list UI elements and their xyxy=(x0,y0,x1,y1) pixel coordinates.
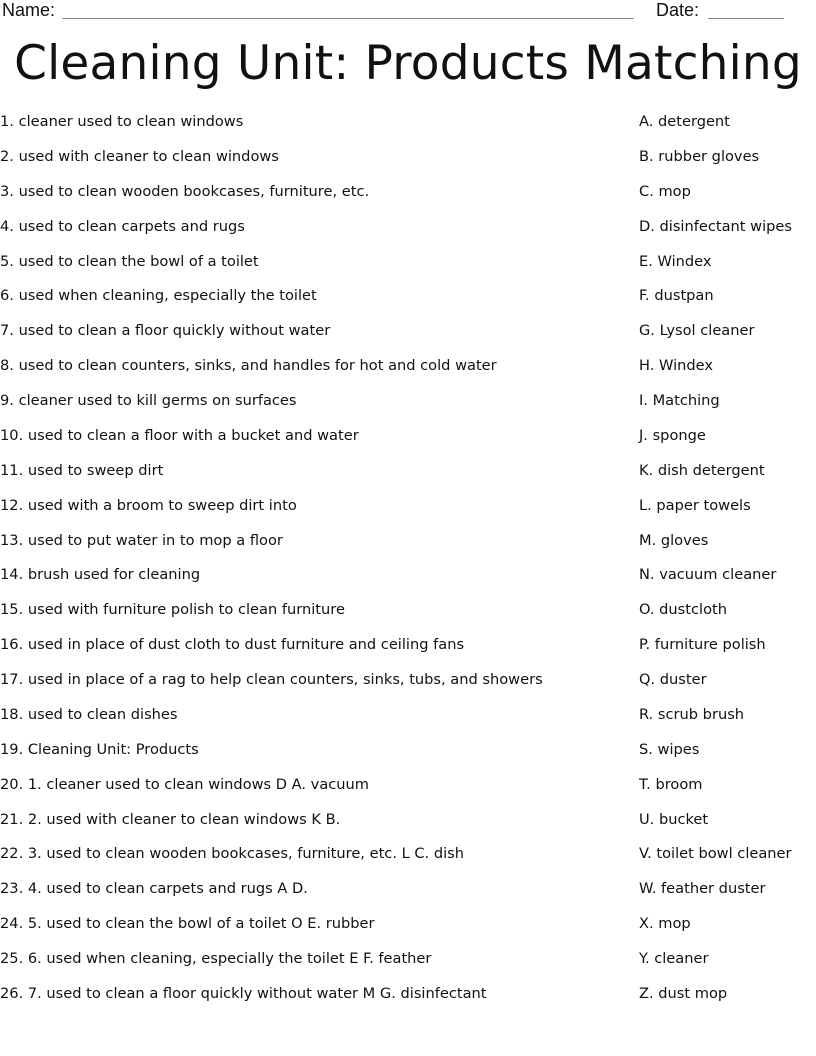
clue-item: 11. used to sweep dirt xyxy=(0,461,164,479)
answer-item: B. rubber gloves xyxy=(639,147,760,165)
answer-item: U. bucket xyxy=(639,810,709,828)
clue-item: 10. used to clean a floor with a bucket and water xyxy=(0,426,359,444)
clue-item: 8. used to clean counters, sinks, and handles for hot and cold water xyxy=(0,357,497,375)
clue-item: 25. 6. used when cleaning, especially the toilet E F. feather xyxy=(0,950,432,967)
clue-item: 13. used to put water in to mop a floor xyxy=(0,531,283,549)
answer-item: N. vacuum cleaner xyxy=(639,566,777,584)
answer-item: X. mop xyxy=(639,915,691,933)
answer-item: J. sponge xyxy=(639,426,706,444)
worksheet-title: Cleaning Unit: Products Matching xyxy=(14,36,802,91)
worksheet-header xyxy=(0,0,816,24)
clue-item: 24. 5. used to clean the bowl of a toilet O E. rubber xyxy=(0,915,375,933)
answer-item: W. feather duster xyxy=(639,880,766,898)
answers-column xyxy=(639,112,816,1019)
clue-item: 2. used with cleaner to clean windows xyxy=(0,147,279,165)
clue-item: 9. cleaner used to kill germs on surfaces xyxy=(0,392,297,409)
name-blank-line[interactable] xyxy=(62,18,634,19)
clue-item: 3. used to clean wooden bookcases, furniture, etc. xyxy=(0,182,370,200)
clue-item: 16. used in place of dust cloth to dust furniture and ceiling fans xyxy=(0,636,465,654)
answer-item: L. paper towels xyxy=(639,496,751,514)
answer-item: A. detergent xyxy=(639,113,730,130)
clue-item: 23. 4. used to clean carpets and rugs A D. xyxy=(0,880,308,898)
date-blank-line[interactable] xyxy=(708,18,784,19)
answer-item: T. broom xyxy=(639,775,703,793)
name-label: Name: xyxy=(2,0,56,20)
answer-item: S. wipes xyxy=(639,740,700,758)
clue-item: 22. 3. used to clean wooden bookcases, furniture, etc. L C. dish xyxy=(0,845,464,863)
clue-item: 19. Cleaning Unit: Products xyxy=(0,740,199,758)
clues-column xyxy=(0,112,630,1019)
date-label: Date: xyxy=(656,0,700,20)
clue-item: 21. 2. used with cleaner to clean windows K B. xyxy=(0,810,341,828)
answer-item: F. dustpan xyxy=(639,287,714,305)
answer-item: Y. cleaner xyxy=(639,950,709,967)
answer-item: D. disinfectant wipes xyxy=(639,217,792,235)
clue-item: 26. 7. used to clean a floor quickly without water M G. disinfectant xyxy=(0,984,487,1002)
clue-item: 20. 1. cleaner used to clean windows D A. vacuum xyxy=(0,775,369,793)
answer-item: G. Lysol cleaner xyxy=(639,322,755,340)
answer-item: Z. dust mop xyxy=(639,984,728,1002)
answer-item: M. gloves xyxy=(639,531,709,549)
clue-item: 14. brush used for cleaning xyxy=(0,566,201,584)
clue-item: 6. used when cleaning, especially the toilet xyxy=(0,287,317,305)
answer-item: P. furniture polish xyxy=(639,636,766,654)
answer-item: V. toilet bowl cleaner xyxy=(639,845,792,863)
answer-item: Q. duster xyxy=(639,671,707,688)
clue-item: 15. used with furniture polish to clean furniture xyxy=(0,601,345,619)
answer-item: O. dustcloth xyxy=(639,601,727,619)
answer-item: K. dish detergent xyxy=(639,461,765,479)
clue-item: 7. used to clean a floor quickly without water xyxy=(0,322,331,340)
clue-item: 1. cleaner used to clean windows xyxy=(0,113,244,130)
clue-item: 17. used in place of a rag to help clean counters, sinks, tubs, and showers xyxy=(0,671,543,688)
clue-item: 18. used to clean dishes xyxy=(0,705,178,723)
clue-item: 4. used to clean carpets and rugs xyxy=(0,217,245,235)
answer-item: R. scrub brush xyxy=(639,705,745,723)
answer-item: E. Windex xyxy=(639,252,712,270)
clue-item: 12. used with a broom to sweep dirt into xyxy=(0,496,297,514)
clue-item: 5. used to clean the bowl of a toilet xyxy=(0,252,259,270)
answer-item: H. Windex xyxy=(639,357,714,375)
answer-item: C. mop xyxy=(639,182,691,200)
answer-item: I. Matching xyxy=(639,392,720,409)
